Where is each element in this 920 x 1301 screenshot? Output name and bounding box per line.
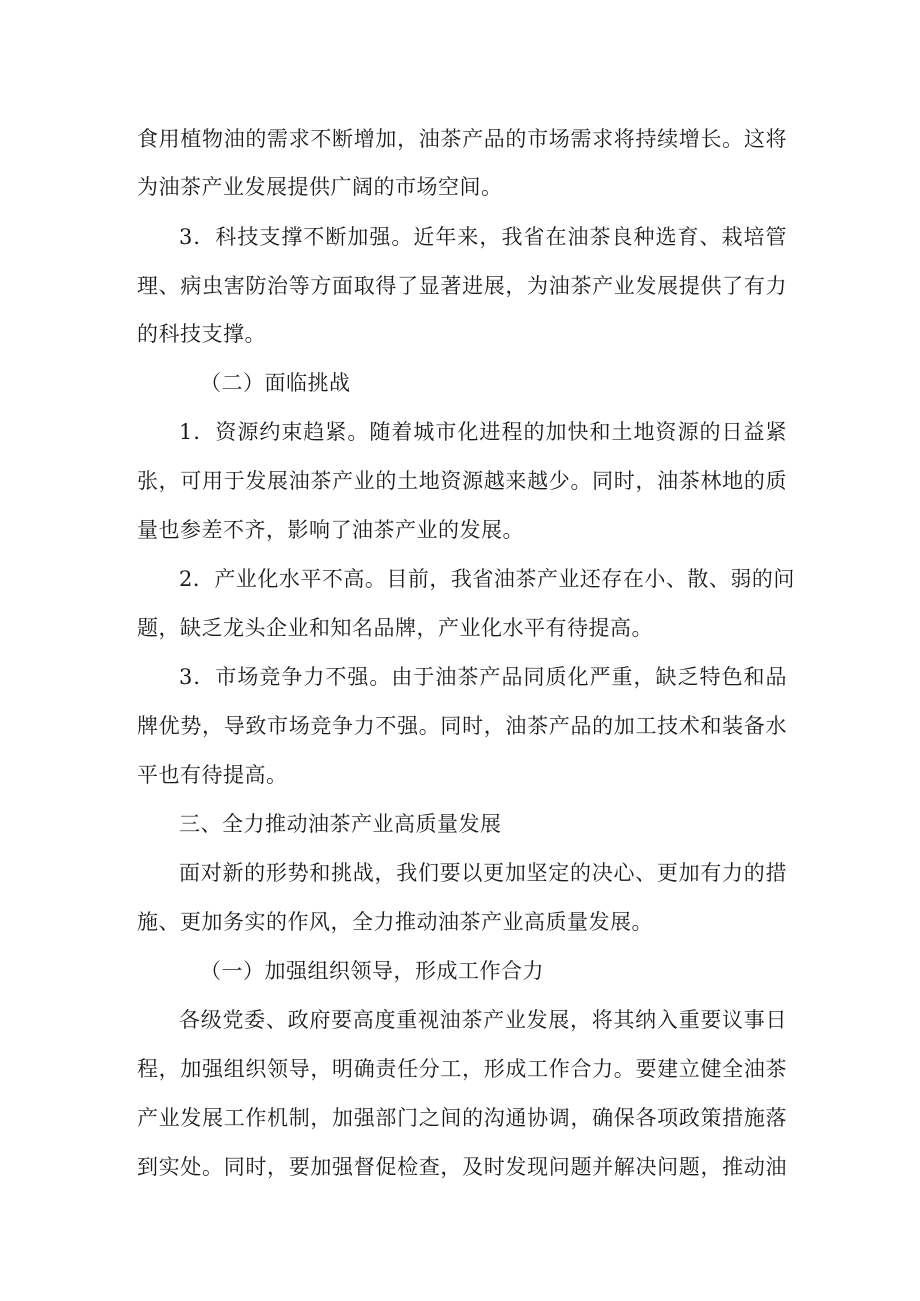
text-line-12: 3．市场竞争力不强。由于油茶产品同质化严重，缺乏特色和品 [179, 665, 787, 689]
text-line-5: 的科技支撑。 [137, 322, 266, 346]
text-line-9: 量也参差不齐，影响了油茶产业的发展。 [137, 518, 524, 542]
text-line-16: 面对新的形势和挑战，我们要以更加坚定的决心、更加有力的措 [179, 861, 787, 885]
text-line-20: 程，加强组织领导，明确责任分工，形成工作合力。要建立健全油茶 [137, 1057, 787, 1081]
section-heading-challenges: （二）面临挑战 [200, 371, 351, 395]
text-line-22: 到实处。同时，要加强督促检查，及时发现问题并解决问题，推动油 [137, 1155, 787, 1179]
text-line-11: 题，缺乏龙头企业和知名品牌，产业化水平有待提高。 [137, 616, 653, 640]
text-line-21: 产业发展工作机制，加强部门之间的沟通协调，确保各项政策措施落 [137, 1106, 787, 1130]
text-line-8: 张，可用于发展油茶产业的土地资源越来越少。同时，油茶林地的质 [137, 469, 787, 493]
text-line-13: 牌优势，导致市场竞争力不强。同时，油茶产品的加工技术和装备水 [137, 714, 787, 738]
text-line-4: 理、病虫害防治等方面取得了显著进展，为油茶产业发展提供了有力 [137, 274, 787, 298]
text-line-10: 2．产业化水平不高。目前，我省油茶产业还存在小、散、弱的问 [179, 567, 795, 591]
text-line-3: 3．科技支撑不断加强。近年来，我省在油茶良种选育、栽培管 [179, 225, 787, 249]
text-line-17: 施、更加务实的作风，全力推动油茶产业高质量发展。 [137, 910, 653, 934]
text-line-7: 1．资源约束趋紧。随着城市化进程的加快和土地资源的日益紧 [179, 420, 787, 444]
text-line-14: 平也有待提高。 [137, 763, 288, 787]
section-heading-organization: （一）加强组织领导，形成工作合力 [200, 959, 544, 983]
text-line-19: 各级党委、政府要高度重视油茶产业发展，将其纳入重要议事日 [179, 1008, 787, 1032]
section-heading-three: 三、全力推动油茶产业高质量发展 [179, 812, 502, 836]
text-line-1: 食用植物油的需求不断增加，油茶产品的市场需求将持续增长。这将 [137, 127, 787, 151]
text-line-2: 为油茶产业发展提供广阔的市场空间。 [137, 175, 503, 199]
